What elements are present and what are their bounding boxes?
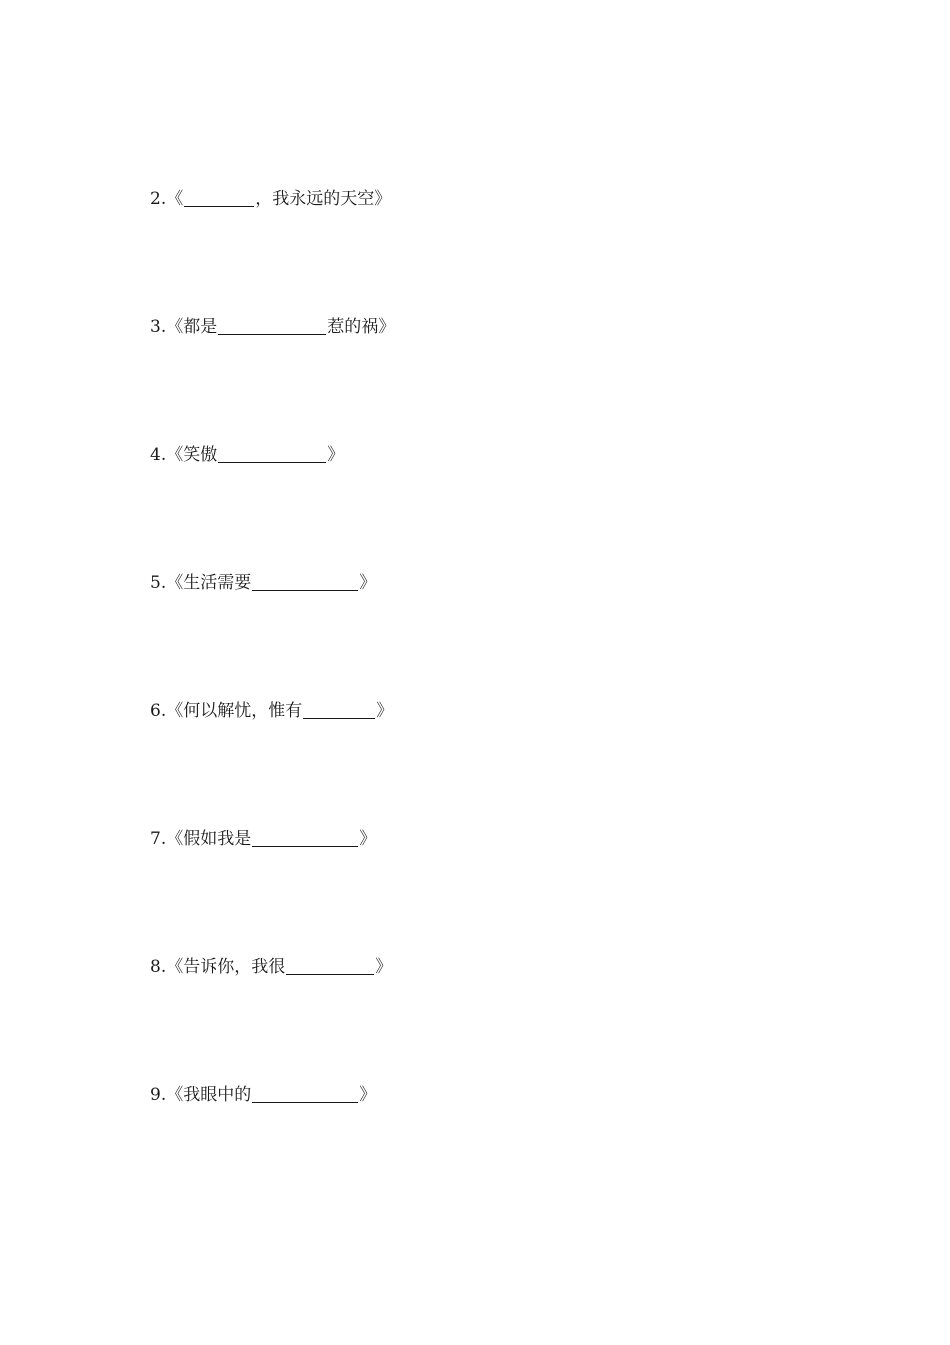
fill-in-blank[interactable] [303, 700, 375, 719]
question-2 [150, 188, 391, 210]
title-prefix: 何以解忧，惟有 [183, 701, 303, 721]
question-number: 4. [150, 445, 167, 465]
question-5 [150, 572, 376, 594]
title-prefix: 都是 [183, 317, 218, 337]
open-bracket: 《 [166, 317, 184, 337]
open-bracket: 《 [166, 189, 184, 209]
open-bracket: 《 [166, 957, 184, 977]
fill-in-blank[interactable] [218, 316, 326, 335]
title-prefix: 生活需要 [183, 573, 252, 593]
close-bracket: 》 [359, 573, 377, 593]
question-number: 7. [150, 829, 167, 849]
open-bracket: 《 [166, 829, 184, 849]
fill-in-blank[interactable] [184, 188, 254, 207]
title-prefix: 假如我是 [183, 829, 252, 849]
close-bracket: 》 [378, 317, 396, 337]
question-number: 2. [150, 189, 167, 209]
fill-in-blank[interactable] [286, 956, 374, 975]
title-prefix: 我眼中的 [183, 1085, 252, 1105]
question-number: 3. [150, 317, 167, 337]
question-9 [150, 1084, 376, 1106]
title-prefix: 告诉你，我很 [183, 957, 286, 977]
open-bracket: 《 [166, 1085, 184, 1105]
question-7 [150, 828, 376, 850]
open-bracket: 《 [166, 701, 184, 721]
question-4 [150, 444, 344, 466]
question-8 [150, 956, 392, 978]
question-number: 8. [150, 957, 167, 977]
fill-in-blank[interactable] [252, 572, 358, 591]
open-bracket: 《 [166, 445, 184, 465]
question-number: 9. [150, 1085, 167, 1105]
title-suffix: ，我永远的天空 [255, 189, 375, 209]
close-bracket: 》 [374, 189, 392, 209]
title-prefix: 笑傲 [183, 445, 218, 465]
open-bracket: 《 [166, 573, 184, 593]
close-bracket: 》 [359, 829, 377, 849]
question-number: 5. [150, 573, 167, 593]
close-bracket: 》 [375, 957, 393, 977]
question-3 [150, 316, 395, 338]
question-6 [150, 700, 393, 722]
title-suffix: 惹的祸 [327, 317, 379, 337]
close-bracket: 》 [359, 1085, 377, 1105]
fill-in-blank[interactable] [252, 1084, 358, 1103]
close-bracket: 》 [327, 445, 345, 465]
fill-in-blank[interactable] [252, 828, 358, 847]
close-bracket: 》 [376, 701, 394, 721]
question-number: 6. [150, 701, 167, 721]
fill-in-blank[interactable] [218, 444, 326, 463]
